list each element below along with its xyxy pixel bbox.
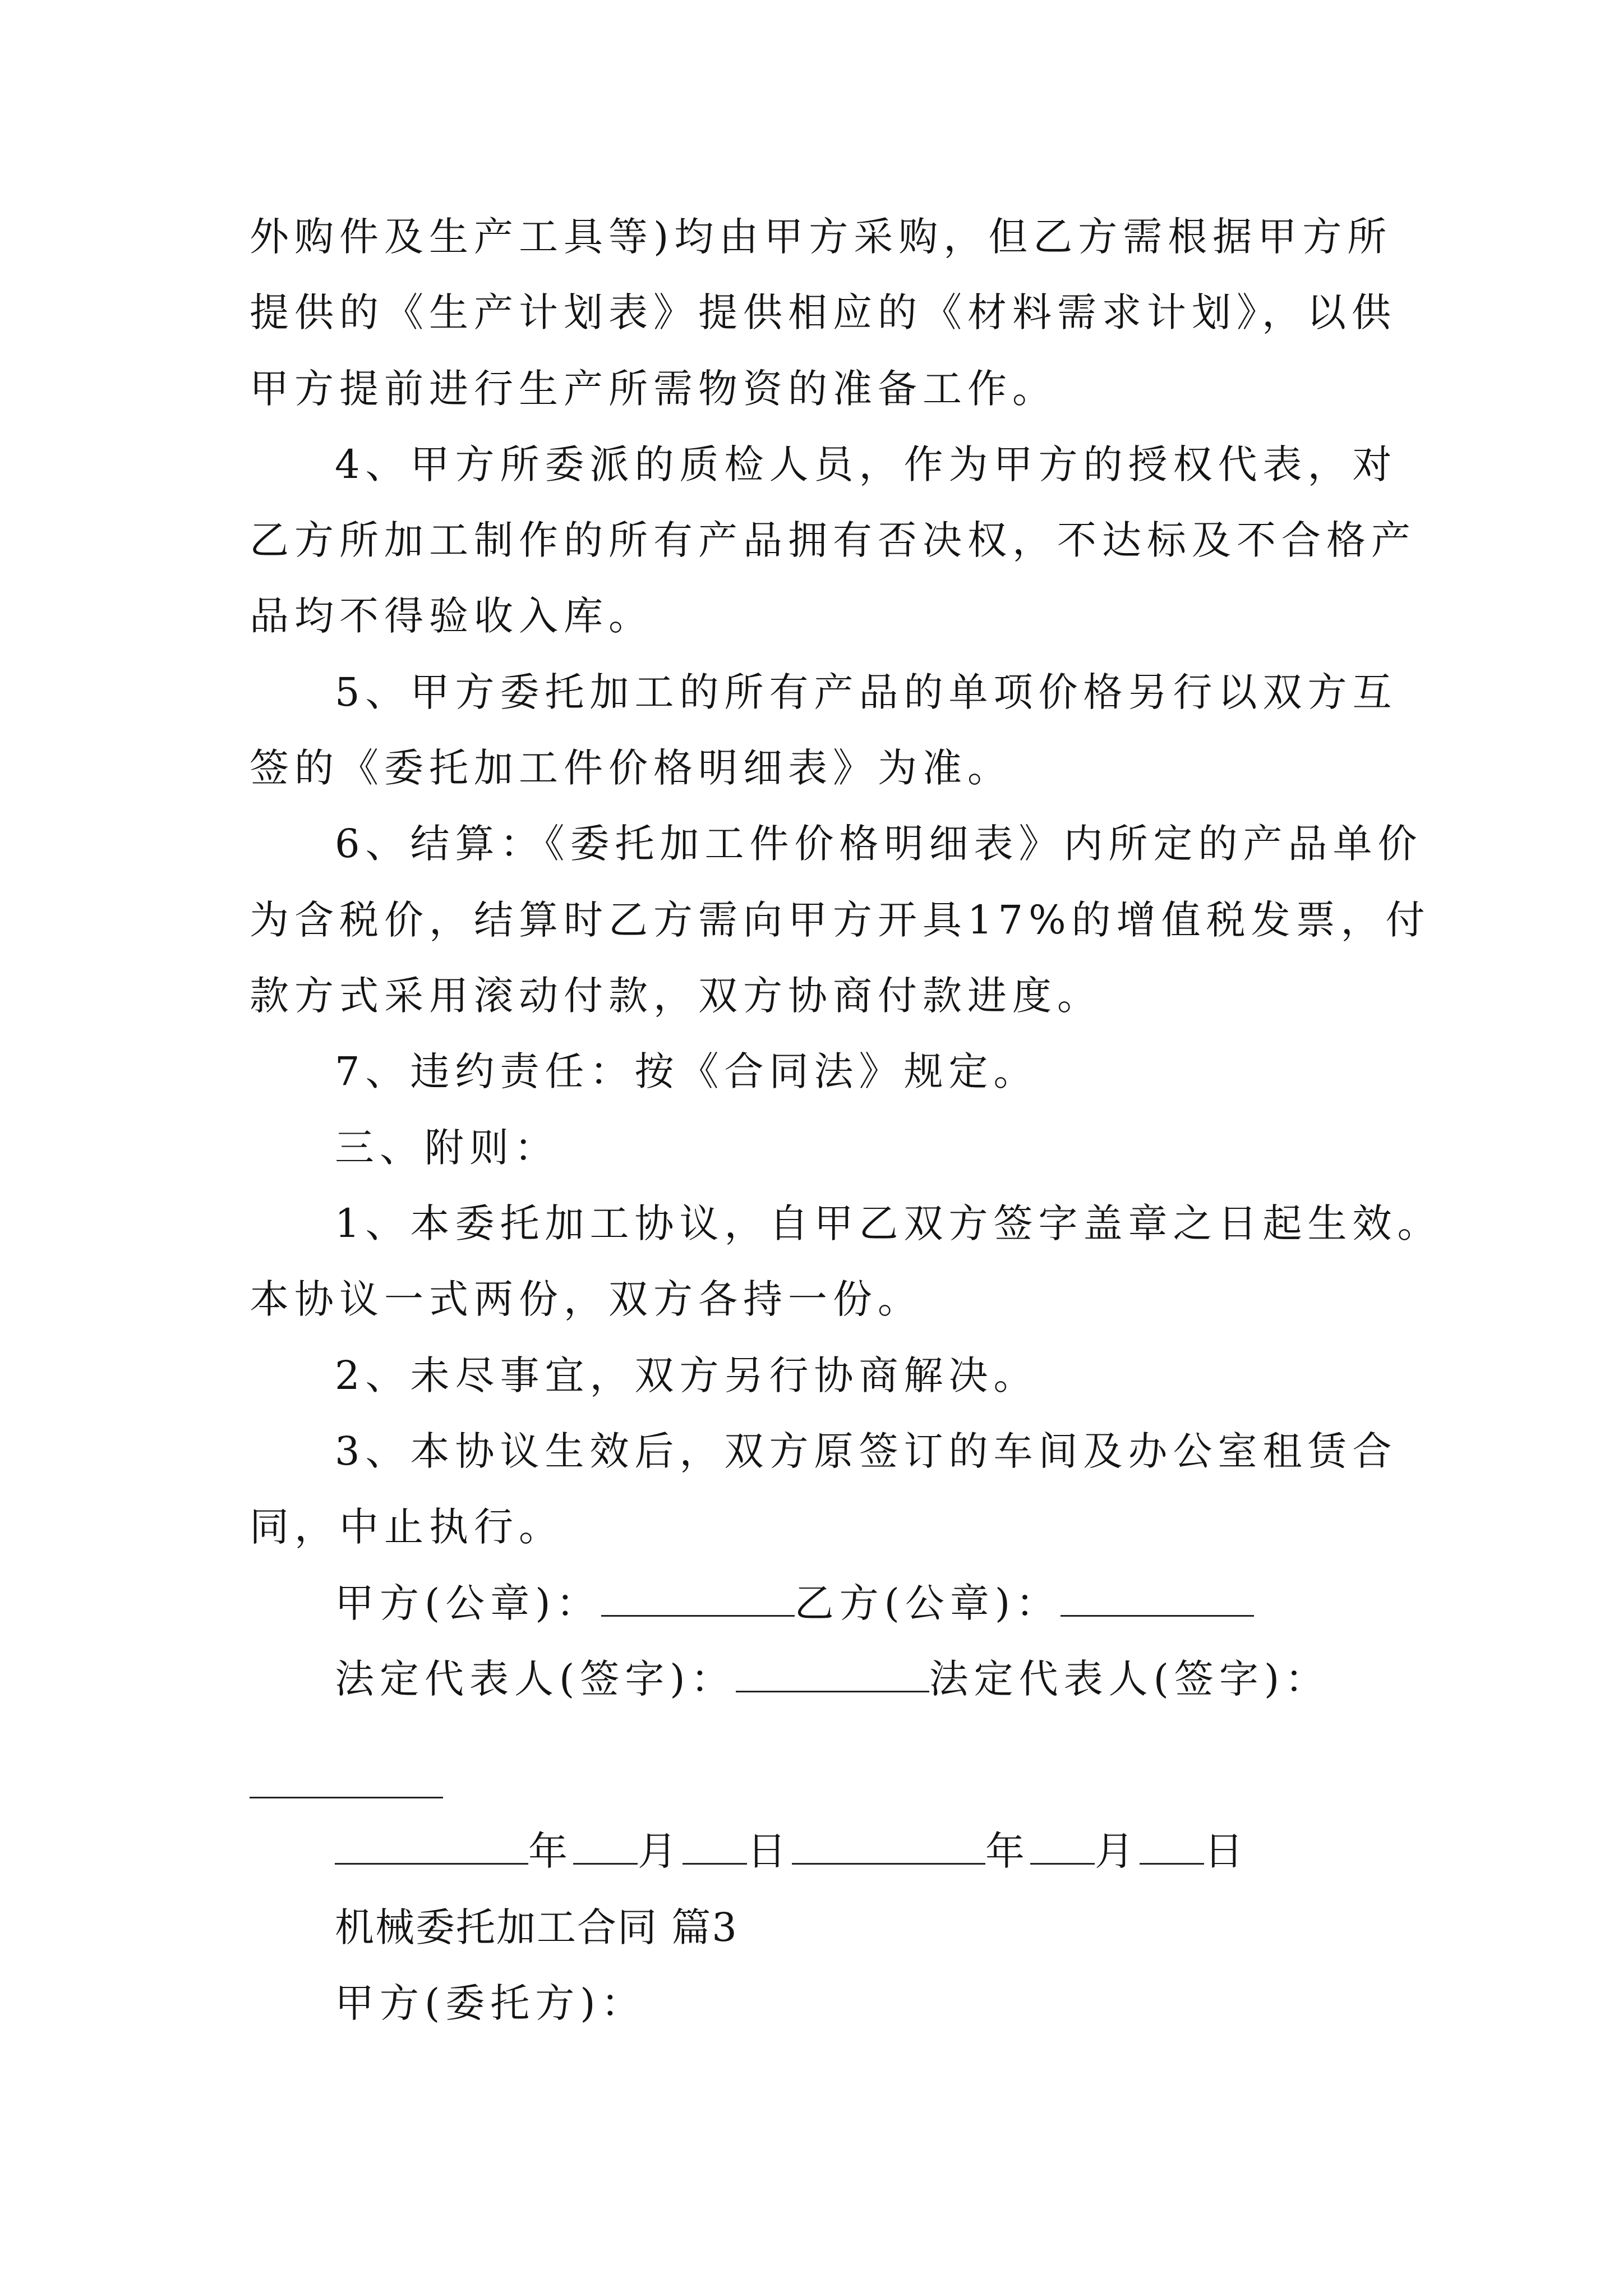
body-line: 品均不得验收入库。 bbox=[250, 593, 653, 639]
body-line: 2、未尽事宜，双方另行协商解决。 bbox=[335, 1352, 1039, 1398]
body-line: 签的《委托加工件价格明细表》为准。 bbox=[250, 745, 1012, 791]
rep-b-blank bbox=[250, 1797, 443, 1798]
body-line: 3、本协议生效后，双方原签订的车间及办公室租赁合 bbox=[335, 1428, 1398, 1474]
party-b-seal-blank bbox=[1061, 1578, 1254, 1617]
day-a-blank bbox=[683, 1826, 747, 1865]
month-a-label: 月 bbox=[638, 1828, 683, 1874]
body-line: 4、甲方所委派的质检人员，作为甲方的授权代表，对 bbox=[335, 441, 1398, 487]
year-a-label: 年 bbox=[528, 1828, 573, 1874]
body-line: 6、结算：《委托加工件价格明细表》内所定的产品单价 bbox=[335, 821, 1423, 867]
day-b-blank bbox=[1140, 1826, 1204, 1865]
body-line: 甲方提前进行生产所需物资的准备工作。 bbox=[250, 366, 1057, 412]
body-line: 5、甲方委托加工的所有产品的单项价格另行以双方互 bbox=[335, 669, 1398, 715]
section-heading: 三、附则： bbox=[335, 1125, 559, 1171]
year-b-blank bbox=[792, 1826, 985, 1865]
body-line: 乙方所加工制作的所有产品拥有否决权，不达标及不合格产 bbox=[250, 517, 1416, 563]
year-b-label: 年 bbox=[985, 1828, 1030, 1874]
body-line: 1、本委托加工协议，自甲乙双方签字盖章之日起生效。 bbox=[335, 1200, 1442, 1246]
body-line: 提供的《生产计划表》提供相应的《材料需求计划》，以供 bbox=[250, 289, 1396, 335]
body-line: 为含税价，结算时乙方需向甲方开具17%的增值税发票，付 bbox=[250, 897, 1431, 943]
month-a-blank bbox=[573, 1826, 638, 1865]
party-b-seal-label: 乙方(公章)： bbox=[794, 1580, 1061, 1626]
month-b-label: 月 bbox=[1095, 1828, 1140, 1874]
day-a-label: 日 bbox=[747, 1828, 792, 1874]
party-seal-line bbox=[335, 1575, 1254, 1631]
party-a-seal-blank bbox=[601, 1578, 795, 1617]
month-b-blank bbox=[1030, 1826, 1095, 1865]
next-section-title: 机械委托加工合同 篇3 bbox=[335, 1904, 738, 1950]
next-section-first-line: 甲方(委托方)： bbox=[335, 1980, 646, 2026]
body-line: 同，中止执行。 bbox=[250, 1504, 564, 1550]
body-line: 款方式采用滚动付款，双方协商付款进度。 bbox=[250, 973, 1102, 1019]
rep-a-label: 法定代表人(签字)： bbox=[335, 1656, 736, 1702]
body-line: 外购件及生产工具等)均由甲方采购，但乙方需根据甲方所 bbox=[250, 214, 1393, 260]
representative-line bbox=[335, 1651, 1330, 1707]
rep-a-blank bbox=[736, 1654, 929, 1692]
day-b-label: 日 bbox=[1204, 1828, 1249, 1874]
party-a-seal-label: 甲方(公章)： bbox=[335, 1580, 601, 1626]
rep-b-label: 法定代表人(签字)： bbox=[929, 1656, 1330, 1702]
body-line: 本协议一式两份，双方各持一份。 bbox=[250, 1276, 923, 1322]
date-line bbox=[335, 1823, 1249, 1879]
year-a-blank bbox=[335, 1826, 528, 1865]
body-line: 7、违约责任：按《合同法》规定。 bbox=[335, 1048, 1039, 1094]
